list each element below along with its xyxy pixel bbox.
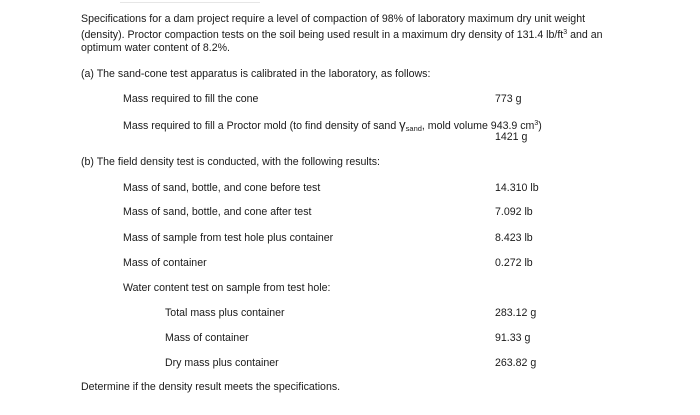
part-b-row-value: 14.310 lb (495, 182, 539, 194)
water-row-value: 283.12 g (495, 307, 537, 319)
part-a-row2-label: Mass required to fill a Proctor mold (to find density of sand $\gamma_{sand}$, mold volume 943.9 $cm^3$) (123, 117, 542, 133)
part-a-row1-label: Mass required to fill the cone (123, 93, 259, 105)
part-a-row1-value: 773 g (495, 93, 522, 105)
water-row-value: 263.82 g (495, 357, 537, 369)
part-b-row-label: Mass of sand, bottle, and cone before test (123, 182, 321, 194)
part-a-heading: (a) The sand-cone test apparatus is calibrated in the laboratory, as follows: (81, 68, 431, 80)
cropped-text-fragment (120, 0, 260, 3)
water-row-label: Total mass plus container (165, 307, 285, 319)
part-b-row-value: 0.272 lb (495, 257, 533, 269)
water-row-label: Dry mass plus container (165, 357, 279, 369)
part-a-row2-value: 1421 g (495, 131, 528, 143)
water-content-heading: Water content test on sample from test hole: (123, 282, 331, 294)
intro-paragraph: Specifications for a dam project require a level of compaction of 98% of laboratory maximum dry unit weight (density). Proctor compaction tests on the soil being used result in a maximum dry density of 131.4 $lb/ft^3$ and an optimum water content of 8.2%. (81, 13, 603, 55)
part-b-heading: (b) The field density test is conducted, with the following results: (81, 156, 380, 168)
part-b-row-value: 8.423 lb (495, 232, 533, 244)
water-row-value: 91.33 g (495, 332, 531, 344)
water-row-label: Mass of container (165, 332, 249, 344)
part-b-row-label: Mass of sample from test hole plus container (123, 232, 334, 244)
part-b-row-value: 7.092 lb (495, 206, 533, 218)
part-b-row-label: Mass of sand, bottle, and cone after test (123, 206, 312, 218)
conclusion-text: Determine if the density result meets the specifications. (81, 381, 341, 393)
part-b-row-label: Mass of container (123, 257, 207, 269)
